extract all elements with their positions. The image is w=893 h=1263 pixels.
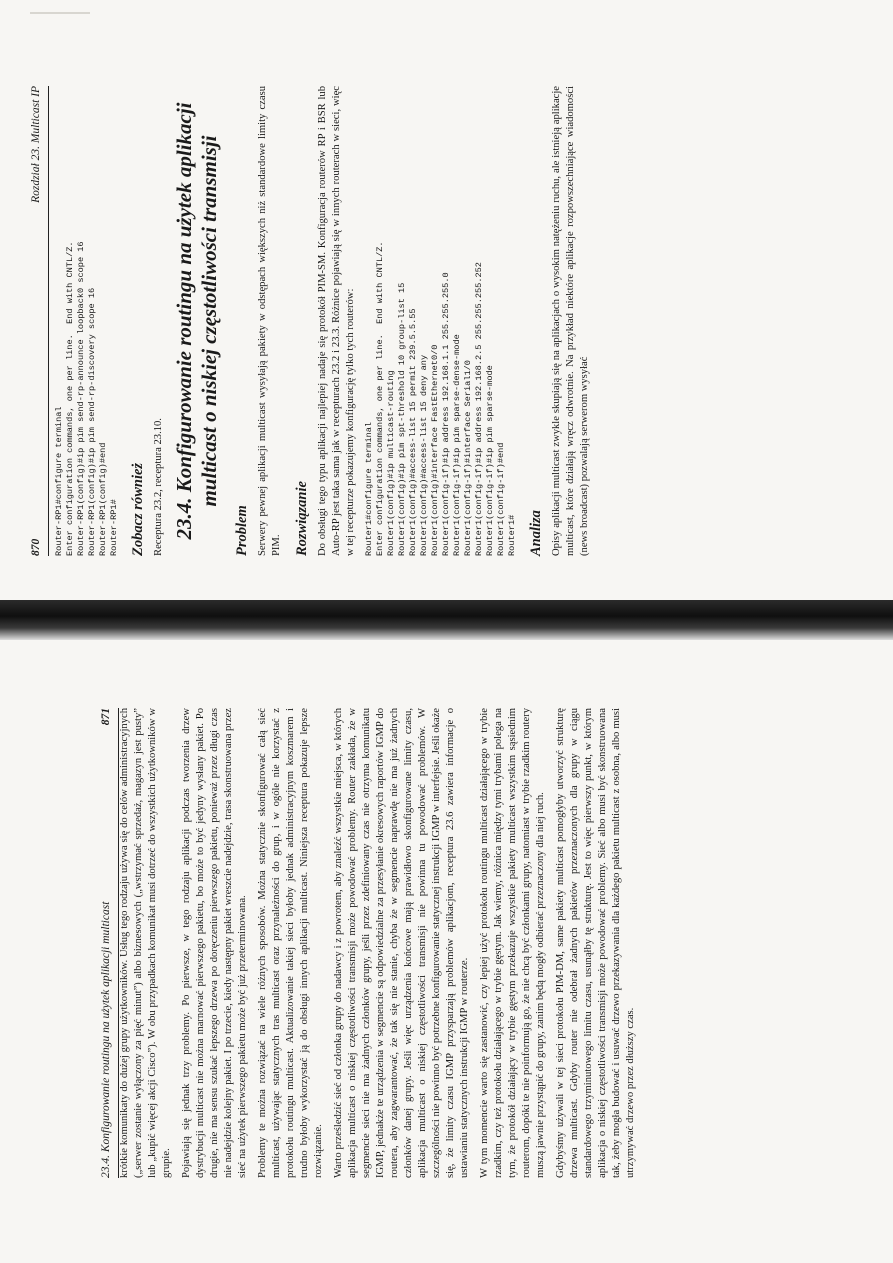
code-block-rp-config: Router-RP1#configure terminal Enter configuration commands, one per line. End with CNTL/Z. Router-RP1(config)#ip pim send-rp-announce loopback0 scope 16 Router-RP1(config)#ip pim send-rp-discovery scope 16 Router-RP1(config)#end Router-RP1# bbox=[54, 241, 119, 556]
right-page-number: 871 bbox=[100, 708, 112, 726]
right-running-head bbox=[100, 708, 119, 1178]
solution-text: Do obsługi tego typu aplikacji najlepiej nadaje się protokół PIM-SM. Konfiguracja routerów RP i BSR lub Auto-RP jest taka sama jak w recepturach 23.2 i 23.3. Różnice pojawiają się w innych routerach w sieci, więc w tej recepturze pokazujemy konfigurację tylko tych routerów: bbox=[317, 86, 356, 556]
problem-text: Serwery pewnej aplikacji multicast wysyłają pakiety w odstępach większych niż standardowe limity czasu PIM. bbox=[257, 86, 282, 556]
left-running-head-text: Rozdział 23. Multicast IP bbox=[30, 86, 42, 203]
analysis-text: Opisy aplikacji multicast zwykle skupiają się na aplikacjach o wysokim natężeniu ruchu, ale istnieją aplikacje multicast, które działają wręcz odwrotnie. Na przykład niektóre aplikacje rozpowszechniające wiadomości (news broadcast) pozwalają serwerom wysyłać bbox=[551, 86, 590, 556]
solution-heading: Rozwiązanie bbox=[294, 481, 310, 556]
scan-gutter bbox=[0, 600, 893, 640]
paragraph-2: Pojawiają się jednak trzy problemy. Po pierwsze, w tego rodzaju aplikacji podczas tworzenia drzew dystrybucji multicast nie można marnować pierwszego pakietu, bo może to być jedyny wysłany pakiet. Po drugie, nie ma sensu szukać lepszego drzewa po doręczeniu pierwszego pakietu, ponieważ przez długi czas nie nadejdzie kolejny pakiet. I po trzecie, kiedy następny pakiet wreszcie nadejdzie, trasa skonstruowana przez sieć na użytek pierwszego pakietu może być już przeterminowana. bbox=[181, 708, 248, 1178]
right-page-rotated bbox=[0, 640, 893, 1240]
see-also-text: Receptura 23.2, receptura 23.10. bbox=[153, 418, 164, 556]
paragraph-6: Gdybyśmy używali w tej sieci protokołu PIM-DM, same pakiety multicast pomogłyby utworzyć strukturę drzewa multicast. Gdyby router nie odebrał żadnych pakietów przeznaczonych dla grupy w ciągu standardowego trzyminutowego limitu czasu, usunąłby tę strukturę. Jest to więc pierwszy punkt, w którym aplikacja o niskiej częstotliwości transmisji może powodować problemy. Sieć albo musi być skonstruowana tak, żeby mogła budować i usuwać drzewo przekazywania dla każdego pakietu multicast z osobna, albo musi utrzymywać drzewo przez dłuższy czas. bbox=[555, 708, 636, 1178]
left-page-number: 870 bbox=[30, 538, 42, 556]
paragraph-1: krótkie komunikaty do dużej grupy użytkowników. Usług tego rodzaju używa się do celów administracyjnych („serwer zostanie wyłączony za pięć minut”) albo biznesowych („wstrzymać sprzedaż, magazyn jest pusty” lub „kupić więcej akcji Cisco”). W obu przypadkach komunikat musi dotrzeć do wszystkich użytkowników w grupie. bbox=[119, 708, 172, 1178]
left-running-head bbox=[30, 86, 49, 556]
paragraph-5: W tym momencie warto się zastanowić, czy lepiej użyć protokołu routingu multicast działającego w trybie rzadkim, czy też protokołu działającego w trybie gęstym. Jak wiemy, różnica między tymi trybami polega na tym, że protokół działający w trybie gęstym przekazuje wszystkie pakiety multicast wszystkim sąsiednim routerom, dopóki te nie poinformują go, że nie chcą być członkami grupy, natomiast w trybie rzadkim routery muszą jawnie przystąpić do grupy, zanim będą mogły odbierać przeznaczony dla niej ruch. bbox=[479, 708, 546, 1178]
see-also-heading: Zobacz również bbox=[130, 462, 146, 556]
left-page bbox=[0, 18, 893, 618]
paragraph-3: Problemy te można rozwiązać na wiele różnych sposobów. Można statycznie skonfigurować całą sieć multicast, używając statycznych tras multicast oraz przynależności do grup, i w ogóle nie korzystać z protokołu routingu multicast. Aktualizowanie takiej sieci byłoby jednak administracyjnym koszmarem i trudno byłoby wykorzystać ją do obsługi innych aplikacji multicast. Niniejsza receptura pokazuje lepsze rozwiązanie. bbox=[257, 708, 324, 1178]
left-page-rotated bbox=[0, 18, 893, 618]
right-page bbox=[0, 640, 893, 1240]
scan-speck bbox=[30, 12, 90, 14]
right-running-head-text: 23.4. Konfigurowanie routingu na użytek aplikacji multicast bbox=[100, 901, 112, 1178]
right-page-column bbox=[100, 708, 893, 1178]
left-page-column bbox=[30, 86, 893, 556]
code-block-router1-config: Router1#configure terminal Enter configuration commands, one per line. End with CNTL/Z. Router1(config)#ip multicast-routing Router1(config)#ip pim spt-threshold 10 group-list 15 Router1(config)#access-list 15 permit 239.5.5.55 Router1(config)#access-list 15 deny any Router1(config)#interface FastEthernet0/0 Router1(config-if)#ip address 192.168.1.1 255.255.255.0 Router1(config-if)#ip pim sparse-dense-mode Router1(config-if)#interface Serial1/0 Router1(config-if)#ip address 192.168.2.5 255.255.255.252 Router1(config-if)#ip pim sparse-mode Router1(config-if)#end Router1# bbox=[364, 241, 517, 556]
analysis-heading: Analiza bbox=[528, 510, 544, 556]
recipe-title: 23.4. Konfigurowanie routingu na użytek aplikacji multicast o niskiej częstotliwości transmisji bbox=[172, 102, 221, 540]
problem-heading: Problem bbox=[234, 505, 250, 556]
paragraph-4: Warto prześledzić sieć od członka grupy do nadawcy i z powrotem, aby znaleźć wszystkie miejsca, w których aplikacja multicast o niskiej częstotliwości transmisji może powodować problemy. Router zakłada, że w segmencie sieci nie ma żadnych członków grupy, jeśli przez zdefiniowany czas nie otrzyma komunikatu IGMP, jednakże te urządzenia w segmencie są odpowiedzialne za przesyłanie okresowych raportów IGMP do routera, aby zagwarantować, że tak się nie stanie, chyba że w segmencie naprawdę nie ma już żadnych członków danej grupy. Jeśli więc urządzenia końcowe mają prawidłowo skonfigurowane limity czasu, aplikacja multicast o niskiej częstotliwości transmisji nie powinna tu powodować problemów. W szczególności nie powinno być potrzebne konfigurowanie statycznej instrukcji IGMP w interfejsie. Jeśli okaże się, że limity czasu IGMP przysparzają problemów aplikacjom, receptura 23.6 zawiera informacje o ustawianiu statycznych instrukcji IGMP w routerze. bbox=[333, 708, 470, 1178]
